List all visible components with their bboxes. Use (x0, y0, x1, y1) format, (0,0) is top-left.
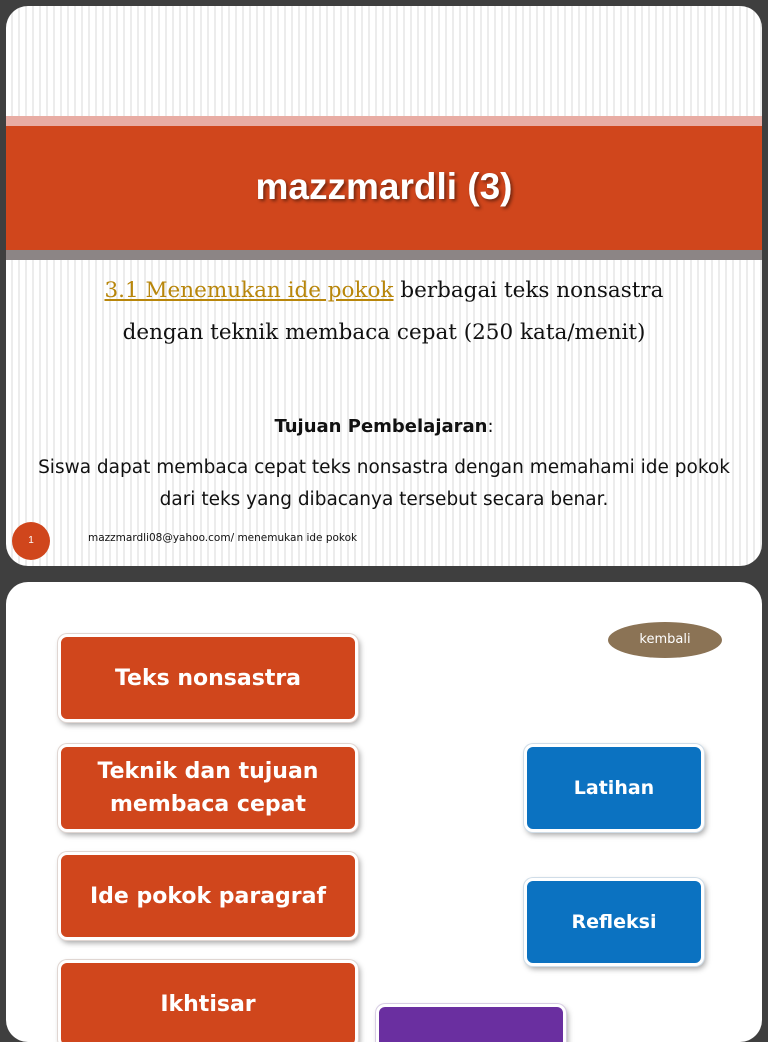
tujuan-colon: : (487, 416, 494, 437)
menu-button-label: Teknik dan tujuan membaca cepat (97, 759, 319, 817)
menu-button-ikhtisar[interactable] (58, 960, 358, 1042)
menu-button-ide-pokok-paragraf[interactable] (58, 852, 358, 940)
latihan-button[interactable] (524, 744, 704, 832)
slide-title: mazzmardli (3) (255, 166, 513, 207)
menu-button-teks-nonsastra[interactable] (58, 634, 358, 722)
tujuan-label: Tujuan Pembelajaran (274, 416, 488, 437)
refleksi-button[interactable] (524, 878, 704, 966)
slide-number-badge: 1 (12, 522, 50, 560)
menu-button-label: Teks nonsastra (114, 665, 302, 691)
side-button-label: Refleksi (571, 911, 657, 933)
side-button-label: Latihan (573, 777, 655, 799)
tujuan-body: Siswa dapat membaca cepat teks nonsastra dengan memahami ide pokok dari teks yang dibacanya tersebut secara benar. (38, 457, 730, 510)
decorative-strip-top (6, 116, 762, 126)
objective-link[interactable]: 3.1 Menemukan ide pokok (104, 278, 394, 303)
learning-objective (26, 270, 742, 354)
decorative-strip-bottom (6, 250, 762, 260)
kembali-button[interactable]: kembali (608, 622, 722, 658)
tujuan-heading (6, 416, 762, 437)
slide-footer: mazzmardli08@yahoo.com/ menemukan ide pokok (88, 532, 358, 544)
title-slide (6, 6, 762, 566)
purple-menu-button[interactable] (376, 1004, 566, 1042)
objective-text-line1: berbagai teks nonsastra (393, 278, 664, 303)
menu-slide (6, 582, 762, 1042)
menu-button-label: Ikhtisar (160, 991, 256, 1017)
menu-button-label: Ide pokok paragraf (89, 883, 327, 909)
objective-text-line2: dengan teknik membaca cepat (250 kata/menit) (122, 320, 646, 345)
menu-button-teknik-membaca-cepat[interactable] (58, 744, 358, 832)
